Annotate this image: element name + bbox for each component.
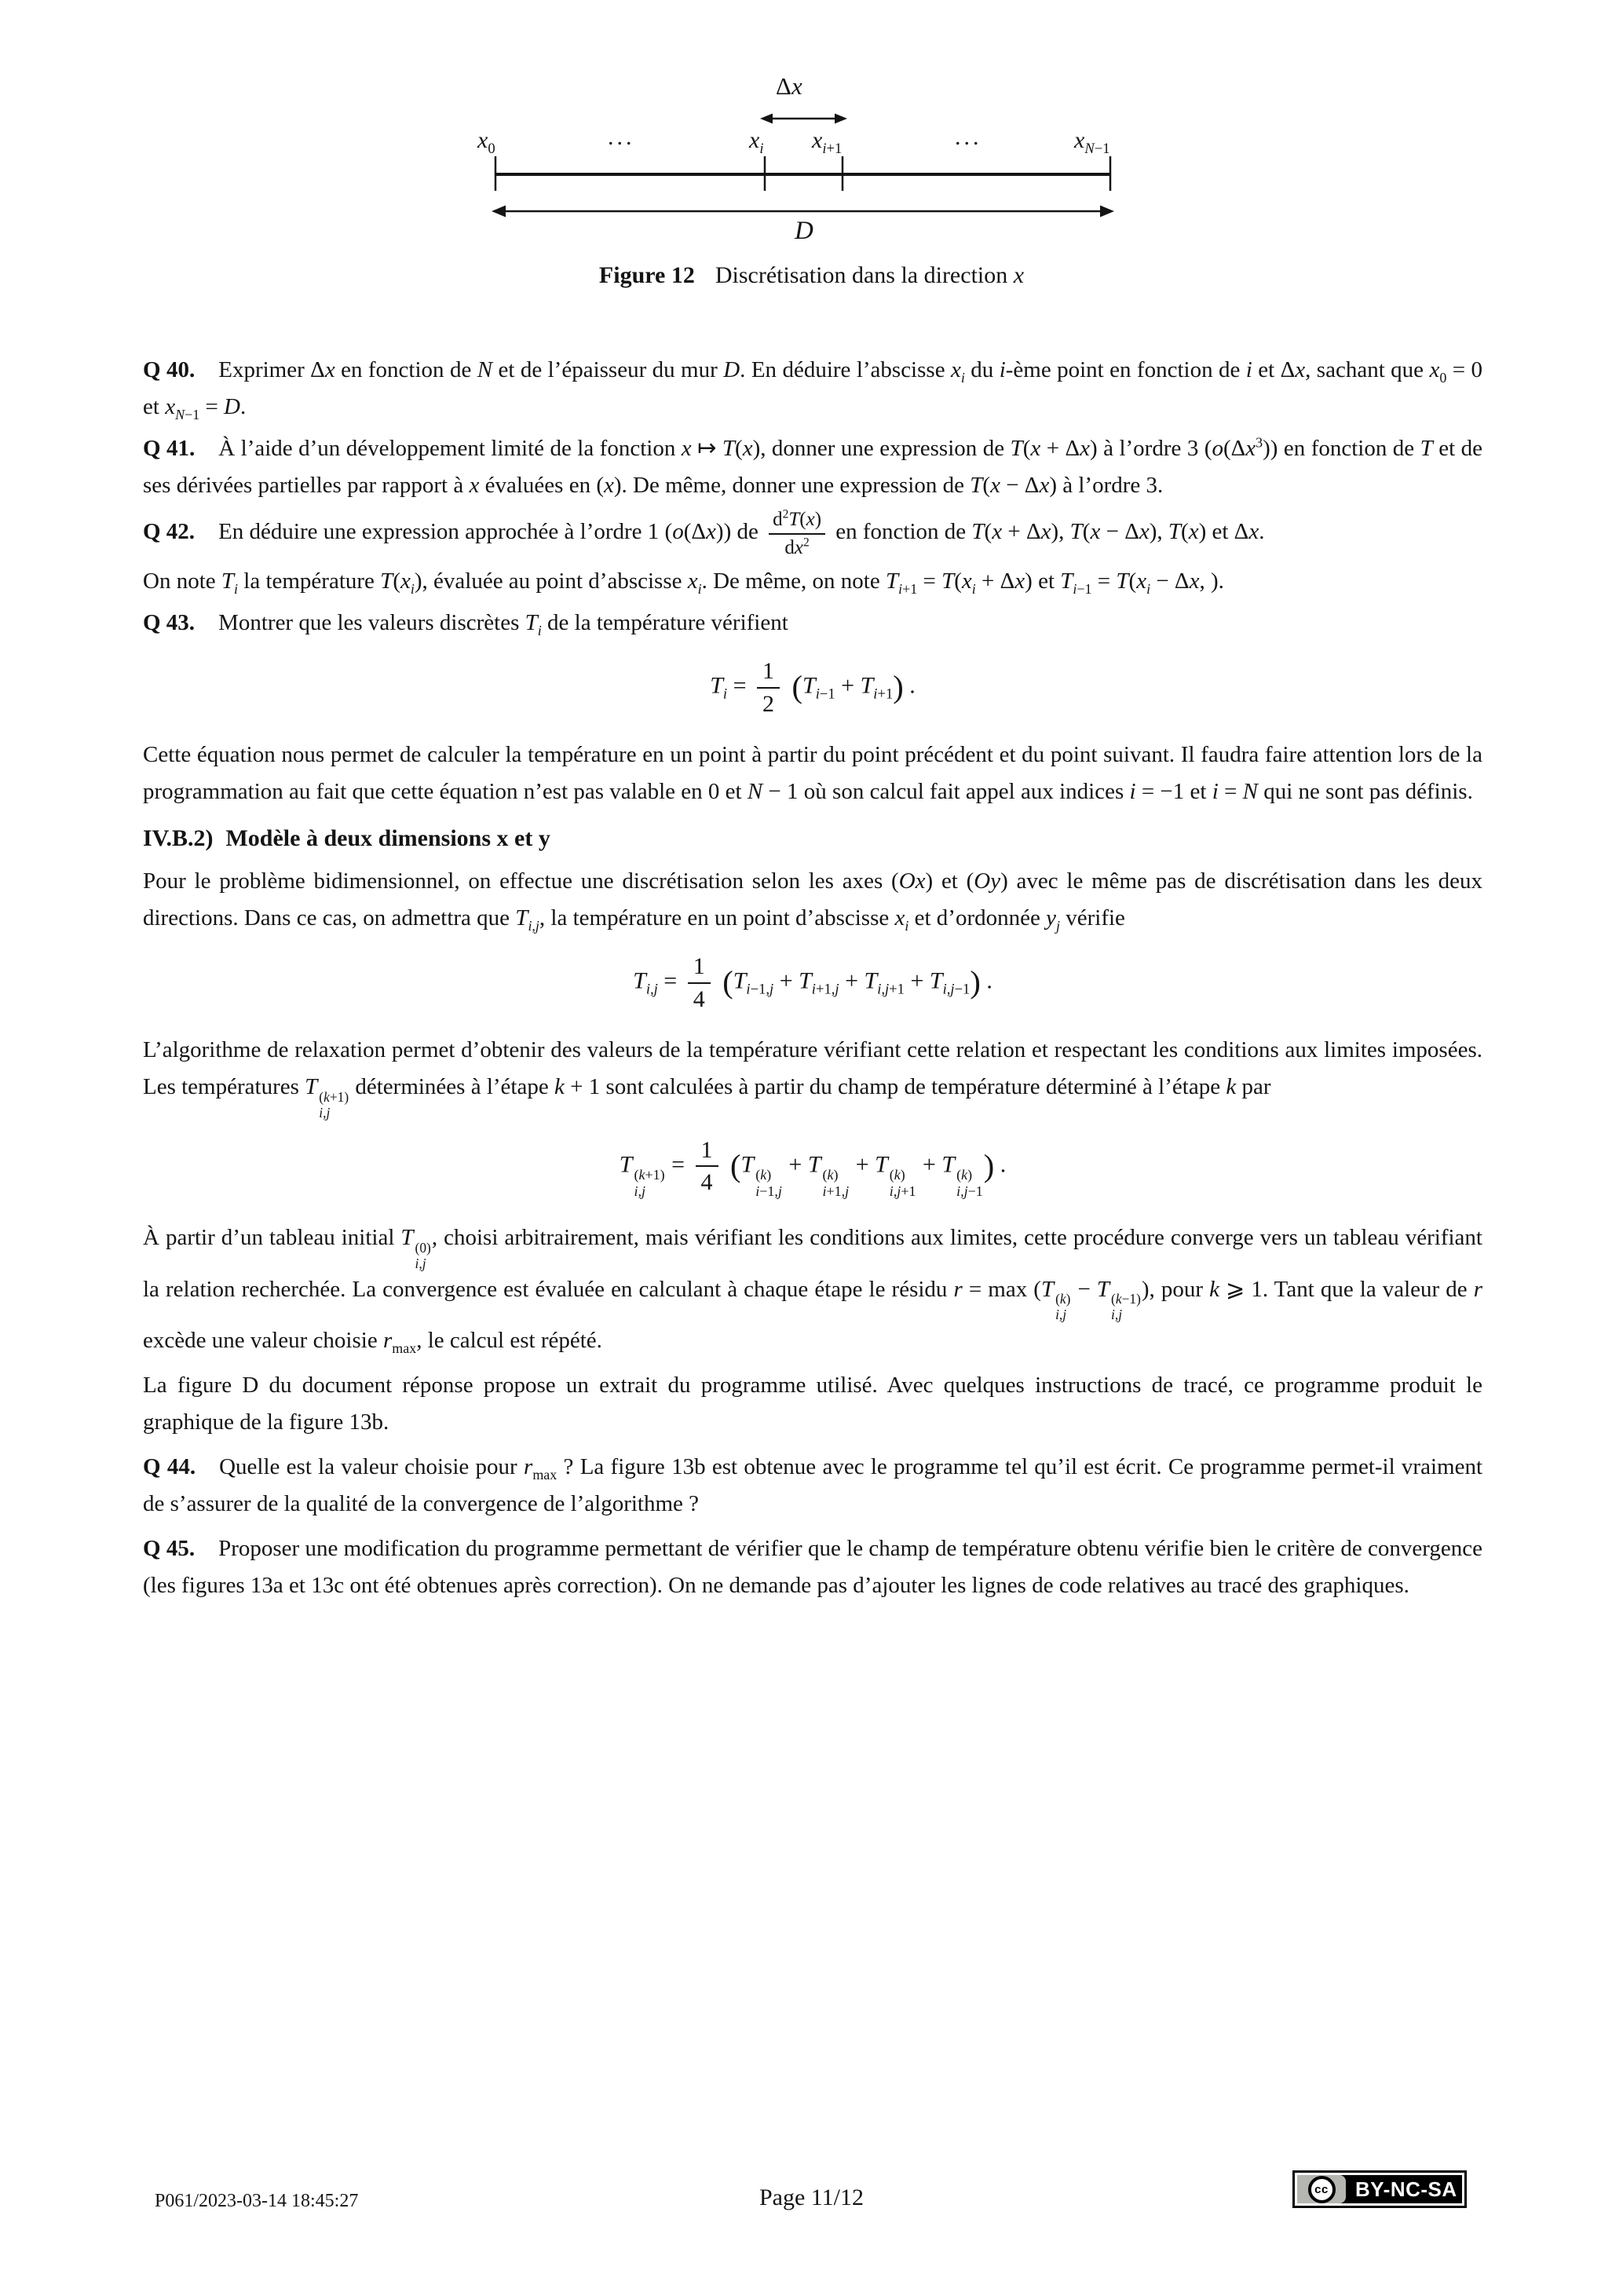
equation-comment-paragraph: Cette équation nous permet de calculer la température en un point à partir du point précédent et du point suivant. Il faudra faire attention lors de la programmation au fait que cette équation n’est pas valable en 0 et N − 1 où son calcul fait appel aux indices i = −1 et i = N qui ne sont pas définis. xyxy=(143,742,1482,804)
d-width-label: D xyxy=(795,217,813,245)
figure-caption xyxy=(0,262,1623,289)
xi-label: $x_i$ xyxy=(749,127,764,157)
section-title: Modèle à deux dimensions x et y xyxy=(225,825,550,851)
figure-caption-label: Figure 12 xyxy=(598,262,695,288)
question-41-label: Q 41. xyxy=(143,436,196,461)
cc-license-text: BY-NC-SA xyxy=(1355,2177,1457,2201)
xn-minus1-label: $x_{N-1}$ xyxy=(1074,127,1110,157)
question-40-label: Q 40. xyxy=(143,357,196,382)
question-41-text: À l’aide d’un développement limité de la fonction x ↦ T(x), donner une expression de T(x + Δx) à l’ordre 3 $(o(\Delta x^3))$ en fonction de T et de ses dérivées partielles par rapport à x évaluées en (x). De même, donner une expression de T(x − Δx) à l’ordre 3. xyxy=(143,434,1482,498)
section-heading-ivb2 xyxy=(143,820,1482,857)
question-43-label: Q 43. xyxy=(143,610,196,635)
document-body xyxy=(143,352,1482,1609)
footer-page-number: Page 11/12 xyxy=(758,2184,865,2210)
question-44 xyxy=(143,1449,1482,1523)
question-40 xyxy=(143,352,1482,426)
footer-reference-timestamp: P061/2023-03-14 18:45:27 xyxy=(155,2191,359,2211)
figure-caption-text: Discrétisation dans la direction x xyxy=(715,262,1025,288)
ellipsis-right: ... xyxy=(955,124,982,150)
question-43-text: Montrer que les valeurs discrètes $T_i$ de la température vérifient xyxy=(218,610,788,638)
xi-plus1-label: $x_{i+1}$ xyxy=(812,127,843,157)
paragraph-2d-model: Pour le problème bidimensionnel, on effectue une discrétisation selon les axes (Ox) et (Oy) avec le même pas de discrétisation dans les deux directions. Dans ce cas, on admettra que $T_{i,j}$, la température en un point d’abscisse $x_i$ et d’ordonnée $y_j$ vérifie xyxy=(143,868,1482,934)
note-ti-paragraph: On note $T_i$ la température $T(x_i)$, évaluée au point d’abscisse $x_i$. De même, on note $T_{i+1} = T(x_i + \Delta x)$ et $T_{i-1} = T(x_i - \Delta x$, ). xyxy=(143,569,1224,597)
equation-iteration: T (k+1) i,j = $\frac{1}{4}$ (T (k) i−1,j + T (k) i+1,j + T (k) i,j+1 + T (k) i,j−1 ) . xyxy=(619,1136,1007,1199)
cc-logo-icon: cc xyxy=(1308,2176,1336,2203)
cc-logo-background xyxy=(1297,2175,1346,2203)
x0-label: $x_0$ xyxy=(477,127,495,157)
delta-x-label: Δx xyxy=(776,72,802,100)
question-42-text: En déduire une expression approchée à l’ordre 1 (o(Δx)) de $\frac{d^2T(x)}{dx^2}$ en fonction de T(x + Δx), T(x − Δx), T(x) et Δx. xyxy=(218,507,1265,558)
ellipsis-left: ... xyxy=(608,124,635,150)
paragraph-figure-d: La figure D du document réponse propose un extrait du programme utilisé. Avec quelques instructions de tracé, ce programme produit le graphique de la figure 13b. xyxy=(143,1373,1482,1435)
section-number: IV.B.2) xyxy=(143,825,214,851)
figure-12-diagram xyxy=(440,69,1172,267)
question-43 xyxy=(143,605,1482,642)
question-44-text: Quelle est la valeur choisie pour $r_{max}$ ? La figure 13b est obtenue avec le programme tel qu’il est écrit. Ce programme permet-il vraiment de s’assurer de la qualité de la convergence de l’algorithme ? xyxy=(143,1454,1482,1517)
question-41 xyxy=(143,430,1482,504)
question-44-label: Q 44. xyxy=(143,1454,196,1480)
question-45 xyxy=(143,1530,1482,1604)
question-42 xyxy=(143,509,1482,558)
question-42-label: Q 42. xyxy=(143,519,196,545)
question-45-label: Q 45. xyxy=(143,1536,196,1562)
paragraph-initial-table: À partir d’un tableau initial T (0) i,j , choisi arbitrairement, mais vérifiant les conditions aux limites, cette procédure converge vers un tableau vérifiant la relation recherchée. La convergence est évaluée en calculant à chaque étape le résidu r = max (T (k) i,j − T (k−1) i,j ), pour k ⩾ 1. Tant que la valeur de r excède une valeur choisie $r_{max}$, le calcul est répété. xyxy=(143,1225,1483,1357)
question-45-text: Proposer une modification du programme permettant de vérifier que le champ de température obtenu vérifie bien le critère de convergence (les figures 13a et 13c ont été obtenues après correction). On ne demande pas d’ajouter les lignes de code relatives au tracé des graphiques. xyxy=(143,1536,1483,1599)
equation-ti-average: $T_i$ = $\frac{1}{2}$ $(T_{i-1} + T_{i+1})$ . xyxy=(710,658,916,717)
question-40-text: Exprimer Δx en fonction de N et de l’épaisseur du mur D. En déduire l’abscisse $x_i$ du i-ème point en fonction de i et Δx, sachant que $x_0 = 0$ et $x_{N-1} = D$. xyxy=(143,357,1482,422)
cc-license-badge xyxy=(1292,2170,1467,2208)
paragraph-relaxation: L’algorithme de relaxation permet d’obtenir des valeurs de la température vérifiant cette relation et respectant les conditions aux limites imposées. Les températures T (k+1) i,j déterminées à l’étape k + 1 sont calculées à partir du champ de température déterminé à l’étape k par xyxy=(143,1037,1482,1121)
equation-tij-average: $T_{i,j}$ = $\frac{1}{4}$ $(T_{i-1,j} + T_{i+1,j} + T_{i,j+1} + T_{i,j-1})$ . xyxy=(633,953,992,1012)
